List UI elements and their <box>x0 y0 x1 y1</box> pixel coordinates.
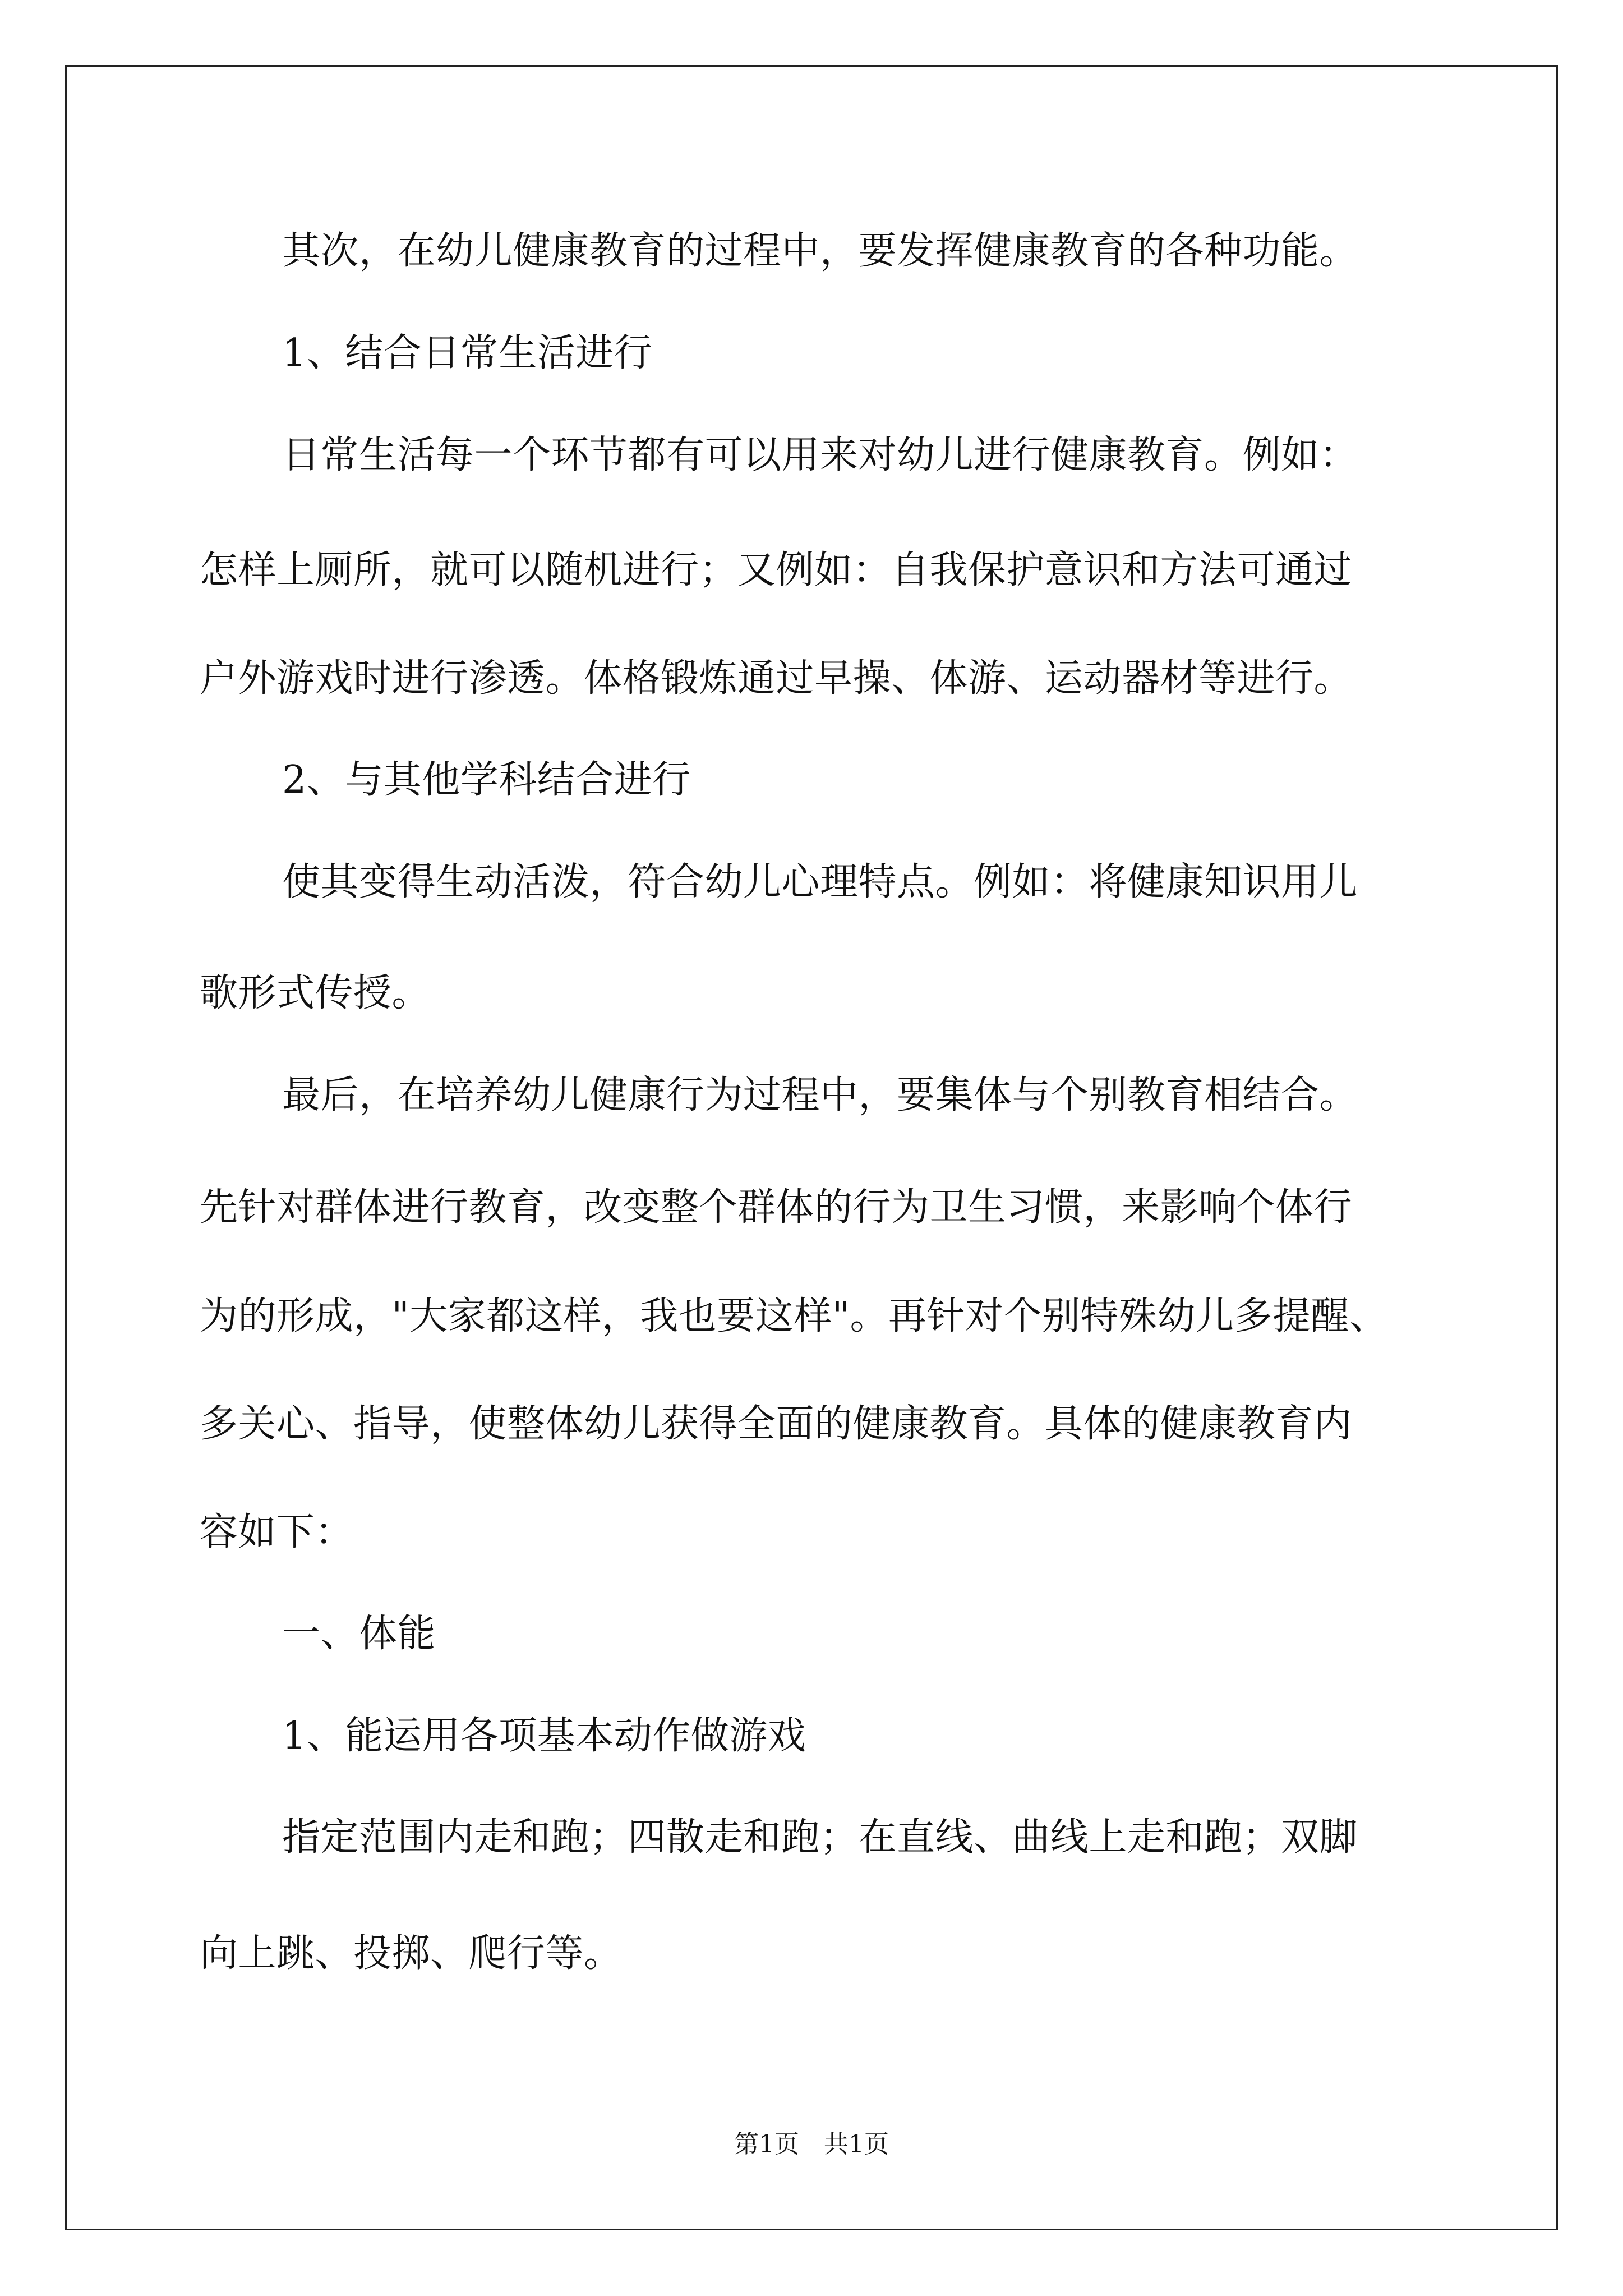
paragraph-line: 使其变得生动活泼，符合幼儿心理特点。例如：将健康知识用儿 <box>282 860 1358 904</box>
section-heading: 1、能运用各项基本动作做游戏 <box>282 1714 806 1758</box>
paragraph-line: 容如下： <box>200 1510 354 1554</box>
paragraph-line: 户外游戏时进行渗透。体格锻炼通过早操、体游、运动器材等进行。 <box>200 656 1353 701</box>
section-heading: 一、体能 <box>282 1612 436 1656</box>
paragraph-line: 其次，在幼儿健康教育的过程中，要发挥健康教育的各种功能。 <box>282 229 1358 273</box>
paragraph-line: 日常生活每一个环节都有可以用来对幼儿进行健康教育。例如： <box>282 433 1358 477</box>
page-number-footer: 第1页 共1页 <box>734 2130 889 2159</box>
paragraph-line: 多关心、指导，使整体幼儿获得全面的健康教育。具体的健康教育内 <box>200 1402 1353 1446</box>
paragraph-line: 最后，在培养幼儿健康行为过程中，要集体与个别教育相结合。 <box>282 1073 1358 1117</box>
section-heading: 1、结合日常生活进行 <box>282 331 653 375</box>
paragraph-line: 为的形成，"大家都这样，我也要这样"。再针对个别特殊幼儿多提醒、 <box>200 1294 1388 1338</box>
paragraph-line: 先针对群体进行教育，改变整个群体的行为卫生习惯，来影响个体行 <box>200 1185 1353 1230</box>
paragraph-line: 怎样上厕所，就可以随机进行；又例如：自我保护意识和方法可通过 <box>200 548 1353 592</box>
section-heading: 2、与其他学科结合进行 <box>282 758 691 802</box>
paragraph-line: 指定范围内走和跑；四散走和跑；在直线、曲线上走和跑；双脚 <box>282 1815 1358 1860</box>
page-border <box>65 65 1558 2230</box>
paragraph-line: 向上跳、投掷、爬行等。 <box>200 1931 623 1976</box>
paragraph-line: 歌形式传授。 <box>200 971 431 1015</box>
